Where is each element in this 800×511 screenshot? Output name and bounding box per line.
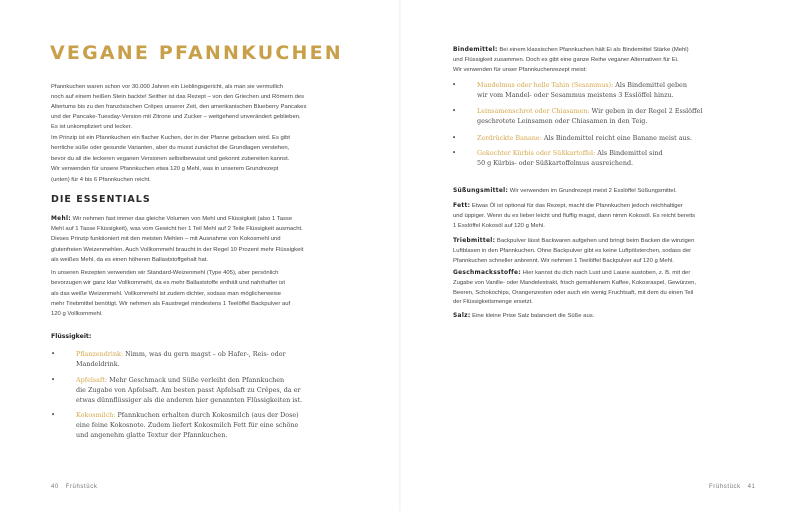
line-text: Hier kannst du dich nach Lust und Laune austoben, z. B. mit der xyxy=(521,270,691,276)
bullet-term: Kokosmilch: xyxy=(76,411,116,419)
paragraph xyxy=(452,133,692,143)
paragraph xyxy=(51,268,290,319)
text-line xyxy=(452,133,692,143)
paragraph xyxy=(51,349,286,369)
text-line xyxy=(51,410,299,420)
line-text: herrliche süße oder gesunde Varianten, aber du musst zunächst die Grundlagen verstehen, xyxy=(51,145,290,152)
line-text: Wir verwenden für unser Pfannkuchenrezept meist: xyxy=(453,67,587,73)
line-text: wir vom Mandel- oder Sesammus meistens 3 Esslöffel hinzu. xyxy=(477,91,674,99)
text-line xyxy=(477,90,687,100)
bullet-term: Gekochter Kürbis oder Süßkartoffel: xyxy=(477,149,596,157)
footer-left xyxy=(51,484,97,490)
page-title: VEGANE PFANNKUCHEN xyxy=(50,42,343,64)
text-line xyxy=(51,299,290,309)
paragraph xyxy=(453,45,689,75)
text-line xyxy=(452,80,687,90)
bullet-term: Pflanzendrink: xyxy=(76,350,124,358)
line-text: als weißes Mehl, da es einen höheren Ballaststoffgehalt hat. xyxy=(51,256,209,263)
bullet-icon: • xyxy=(452,81,457,89)
bullet-icon: • xyxy=(452,149,457,157)
text-line xyxy=(51,102,306,112)
paragraph xyxy=(453,201,695,231)
line-text: In unseren Rezepten verwenden wir Standard-Weizenmehl (Type 405), aber persönlich xyxy=(51,270,279,276)
text-line xyxy=(452,106,703,116)
liquids-heading: Flüssigkeit: xyxy=(51,333,92,340)
text-line xyxy=(51,278,290,288)
text-line xyxy=(477,116,702,126)
text-line xyxy=(453,186,677,196)
paragraph-label: Salz: xyxy=(453,313,471,319)
line-text: Luftblasen in den Pfannkuchen. Ohne Backpulver gibt es keine Luftpölsterchen, sodass der xyxy=(453,248,692,254)
line-text: und angenehm glatte Textur der Pfannkuchen. xyxy=(76,431,228,440)
text-line xyxy=(453,55,689,65)
text-line xyxy=(51,289,290,299)
line-text: Pfannkuchen erhalten durch Kokosmilch (aus der Dose) xyxy=(115,411,299,419)
text-line xyxy=(76,395,302,405)
text-line xyxy=(51,224,303,234)
line-text: bevorzugen wir ganz klar Vollkornmehl, da es mehr Ballaststoffe enthält und nahrhafter ist xyxy=(51,280,286,287)
paragraph xyxy=(452,106,703,126)
line-text: Nimm, was du gern magst – ob Hafer-, Reis- oder xyxy=(123,350,286,358)
text-line xyxy=(453,201,695,211)
line-text: Es ist unkompliziert und lecker. xyxy=(51,124,132,131)
paragraph xyxy=(452,80,687,100)
line-text: glutenfreien Weizenmehlen. Auch Vollkornmehl braucht in der Regel 10 Prozent mehr Flüssigkeit xyxy=(51,246,304,253)
line-text: Dieses Prinzip funktioniert mit den meisten Mehlen – mit Ausnahme von Kokosmehl und xyxy=(51,236,281,243)
line-text: Wir geben in der Regel 2 Esslöffel xyxy=(589,107,703,115)
bullet-term: Zerdrückte Banane: xyxy=(477,134,542,142)
text-line xyxy=(453,45,689,55)
text-line xyxy=(453,211,695,221)
paragraph xyxy=(452,148,663,168)
paragraph xyxy=(51,410,299,441)
line-text: Wir verwenden im Grundrezept meist 2 Esslöffel Süßungsmittel. xyxy=(508,188,677,194)
paragraph xyxy=(51,375,303,406)
line-text: Mehl auf 1 Tasse Flüssigkeit), was vom Gewicht her 1 Teil Mehl auf 2 Teile Flüssigkeit ausmacht. xyxy=(51,226,303,233)
text-line xyxy=(51,245,303,255)
line-text: Wir nehmen fast immer das gleiche Volumen von Mehl und Flüssigkeit (also 1 Tasse xyxy=(70,216,293,222)
line-text: die Zugabe von Apfelsaft. Am besten passt Apfelsaft zu Crêpes, da er xyxy=(76,386,301,395)
paragraph xyxy=(453,269,696,308)
text-line xyxy=(453,289,696,299)
text-line xyxy=(453,236,694,246)
paragraph xyxy=(453,186,677,196)
text-line xyxy=(51,214,303,224)
text-line xyxy=(51,375,302,385)
line-text: Beeren, Schokochips, Orangenzesten oder auch ein wenig Fruchtsaft, mit dem du einen Teil xyxy=(453,289,694,296)
line-text: Altertums bis zu den französischen Crêpes unserer Zeit, den amerikanischen Blueberry Pancakes xyxy=(51,104,307,111)
text-line xyxy=(477,158,663,168)
line-text: 50 g Kürbis- oder Süßkartoffelmus ausreichend. xyxy=(477,159,634,167)
paragraph-label: Bindemittel: xyxy=(453,47,498,53)
line-text: Mehr Geschmack und Süße verleiht den Pfannkuchen xyxy=(107,376,285,384)
text-line xyxy=(51,92,306,102)
line-text: und Flüssigkeit zusammen. Doch es gibt eine ganze Reihe veganer Alternativen für Ei. xyxy=(453,57,679,63)
page-number: 40 xyxy=(51,484,59,490)
paragraph-label: Süßungsmittel: xyxy=(453,188,509,194)
paragraph-label: Triebmittel: xyxy=(453,238,496,244)
text-line xyxy=(51,268,290,278)
line-text: eine feine Kokosnote. Zudem liefert Kokosmilch Fett für eine schöne xyxy=(76,421,299,430)
line-text: Bei einem klassischen Pfannkuchen hält Ei als Bindemittel Stärke (Mehl) xyxy=(497,47,689,53)
book-gutter xyxy=(399,0,401,511)
paragraph-label: Geschmacksstoffe: xyxy=(453,270,521,276)
text-line xyxy=(453,65,689,75)
bullet-term: Leinsamenschrot oder Chiasamen: xyxy=(477,107,590,115)
line-text: Mandeldrink. xyxy=(76,360,120,369)
line-text: Als Bindemittel sind xyxy=(595,149,663,157)
line-text: mehr Triebmittel benötigt. Wir nehmen als Faustregel mindestens 1 Teelöffel Backpulver auf xyxy=(51,300,291,307)
text-line xyxy=(51,175,290,185)
line-text: und üppiger. Wenn du es lieber leicht und fluffig magst, dann nimm Kokosöl. Es reicht bereits xyxy=(453,213,696,219)
bullet-term: Mandelmus oder helle Tahin (Sesammus): xyxy=(477,81,614,89)
paragraph xyxy=(51,133,290,185)
text-line xyxy=(76,385,302,395)
text-line xyxy=(453,221,695,231)
paragraph xyxy=(51,82,306,132)
bullet-icon: • xyxy=(452,107,457,115)
line-text: und der Pancake-Tuesday-Version mit Zitrone und Zucker – weitgehend unverändert geblieben. xyxy=(51,114,301,121)
text-line xyxy=(452,148,663,158)
line-text: Pfannkuchen waren schon vor 30.000 Jahren ein Lieblingsgericht, als man sie vermutlich xyxy=(51,84,284,90)
line-text: der Flüssigkeitsmenge ersetzt. xyxy=(453,299,533,306)
paragraph-label: Mehl: xyxy=(51,216,71,222)
text-line xyxy=(51,255,303,265)
text-line xyxy=(51,82,306,92)
line-text: als das weiße Weizenmehl. Vollkornmehl ist zudem dichter, sodass man möglicherweise xyxy=(51,290,282,297)
text-line xyxy=(51,349,286,359)
line-text: (unten) für 4 bis 6 Pfannkuchen reicht. xyxy=(51,176,151,183)
line-text: Im Prinzip ist ein Pfannkuchen ein flacher Kuchen, der in der Pfanne gebacken wird. Es gibt xyxy=(51,135,291,141)
line-text: Wir verwenden für unsere Pfannkuchen etwa 120 g Mehl, was in unserem Grundrezept xyxy=(51,166,279,173)
line-text: Pfannkuchen schneller anbrennt. Wir nehmen 1 Teelöffel Backpulver auf 120 g Mehl. xyxy=(453,258,674,264)
page-number: 41 xyxy=(747,484,756,490)
text-line xyxy=(51,143,290,153)
bullet-icon: • xyxy=(51,411,56,419)
text-line xyxy=(51,309,290,319)
line-text: Als Bindemittel reicht eine Banane meist aus. xyxy=(541,134,692,142)
line-text: Etwas Öl ist optional für das Rezept, macht die Pfannkuchen jedoch reichhaltiger xyxy=(470,203,683,209)
text-line xyxy=(76,420,299,430)
text-line xyxy=(453,279,696,289)
line-text: Backpulver lässt Backwaren aufgehen und bringt beim Backen die winzigen xyxy=(495,238,695,244)
paragraph-label: Fett: xyxy=(453,203,471,209)
line-text: geschrotete Leinsamen oder Chiasamen in den Teig. xyxy=(477,117,648,125)
text-line xyxy=(51,234,303,244)
text-line xyxy=(51,154,290,164)
text-line xyxy=(453,269,696,279)
line-text: 1 Esslöffel Kokosöl auf 120 g Mehl. xyxy=(453,223,545,229)
text-line xyxy=(453,298,696,308)
line-text: Eine kleine Prise Salz balanciert die Süße aus. xyxy=(470,313,595,319)
text-line xyxy=(51,164,290,174)
bullet-term: Apfelsaft: xyxy=(76,376,108,384)
text-line xyxy=(76,430,299,440)
line-text: 120 g Vollkornmehl. xyxy=(51,311,103,318)
text-line xyxy=(76,359,286,369)
bullet-icon: • xyxy=(452,134,457,142)
text-line xyxy=(453,256,694,266)
text-line xyxy=(51,133,290,143)
paragraph xyxy=(453,311,594,321)
line-text: Zugabe von Vanille- oder Mandelextrakt, frisch gemahlenem Kaffee, Kokosraspel, Gewürzen, xyxy=(453,279,697,286)
text-line xyxy=(51,122,306,132)
line-text: noch auf einem heißen Stein backte! Seither ist das Rezept – von den Griechen und Römern des xyxy=(51,94,305,101)
text-line xyxy=(51,112,306,122)
running-section: Frühstück xyxy=(65,484,98,490)
line-text: etwas dünnflüssiger als die anderen hier genannten Flüssigkeiten ist. xyxy=(76,396,303,405)
bullet-icon: • xyxy=(51,376,56,384)
text-line xyxy=(453,246,694,256)
footer-right xyxy=(709,484,755,490)
paragraph xyxy=(453,236,694,266)
section-heading: DIE ESSENTIALS xyxy=(51,194,151,205)
bullet-icon: • xyxy=(51,350,56,358)
running-section: Frühstück xyxy=(709,484,741,490)
line-text: bevor du all die leckeren veganen Versionen selbstbewusst und gekonnt zubereiten kannst. xyxy=(51,155,290,162)
text-line xyxy=(453,311,594,321)
paragraph xyxy=(51,214,303,265)
line-text: Als Bindemittel geben xyxy=(613,81,687,89)
